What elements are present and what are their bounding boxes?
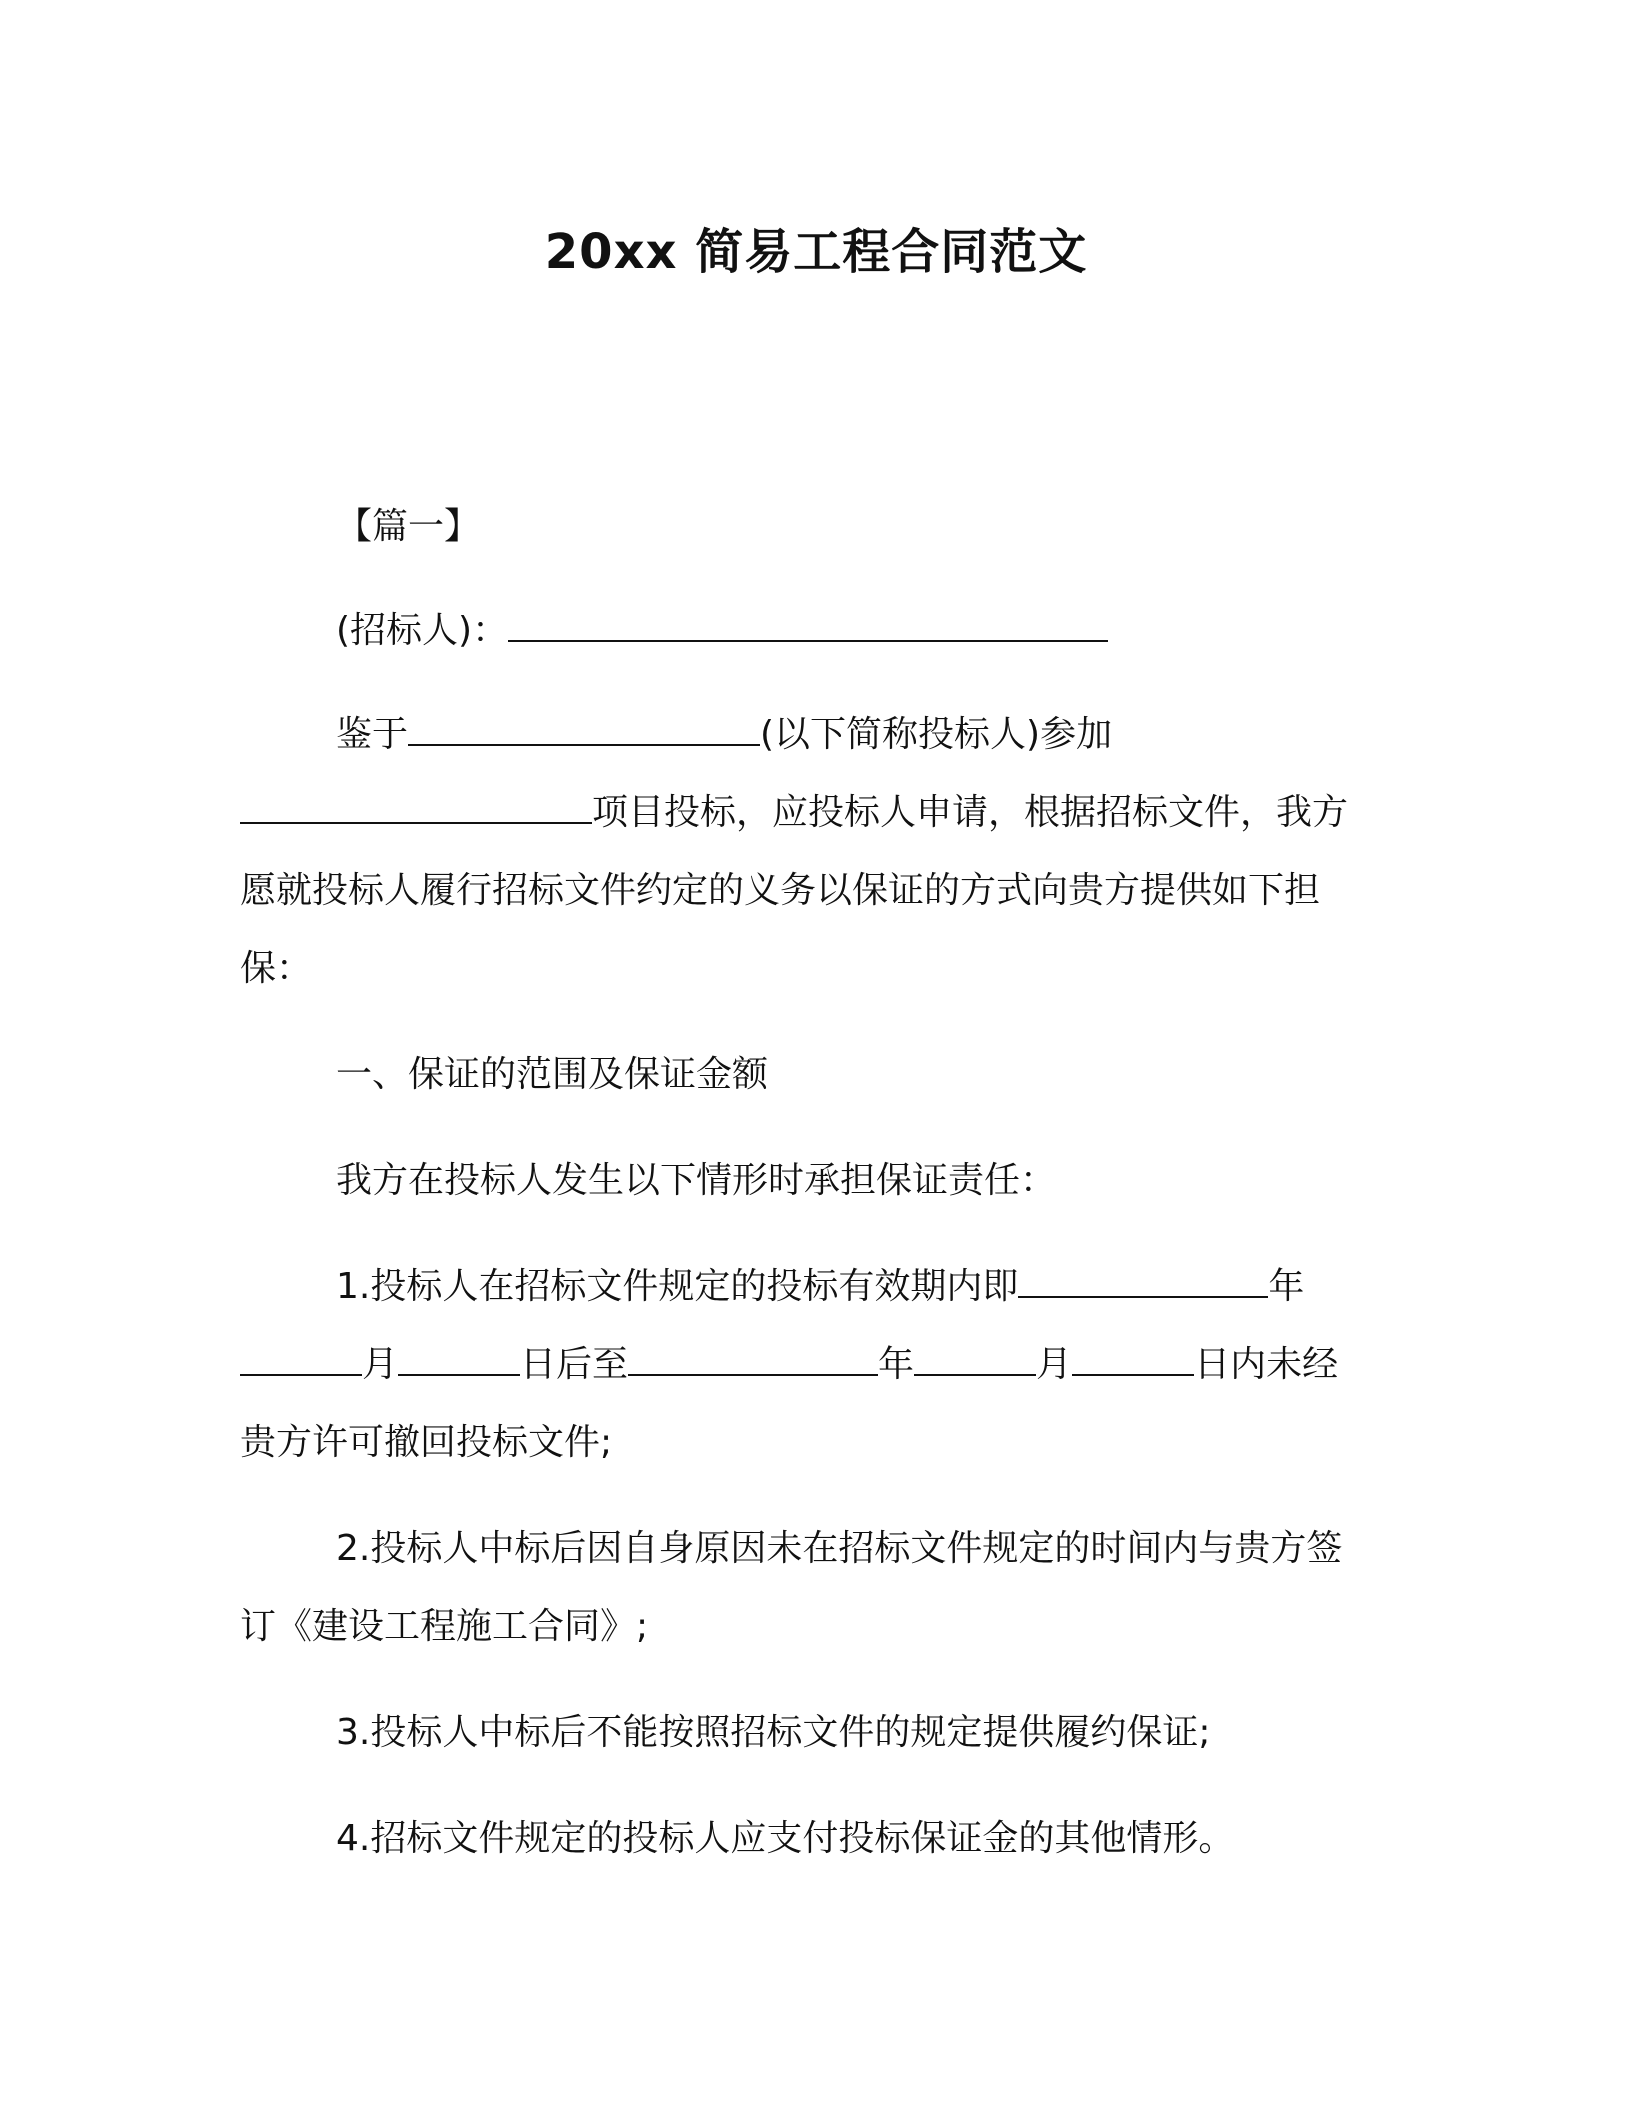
item1-month1: 月 [362,1344,399,1385]
para1-after-blank: (以下简称投标人)参加 [760,714,1113,755]
item1-prefix: 1.投标人在招标文件规定的投标有效期内即 [336,1266,1019,1307]
heading-guarantee-scope: 一、保证的范围及保证金额 [336,1054,769,1095]
tenderer-line [240,592,1392,670]
year2-blank [628,1344,878,1376]
tenderer-blank [508,610,1108,642]
day2-blank [1072,1344,1194,1376]
para1-line4: 保： [240,948,313,989]
tenderer-label: (招标人)： [336,610,509,651]
document-title: 20xx 简易工程合同范文 [544,224,1088,280]
item1-line1 [240,1248,1392,1326]
section-label: 【篇一】 [336,506,481,547]
item1-line3: 贵方许可撤回投标文件; [240,1422,613,1463]
day1-blank [398,1344,520,1376]
para1-line2-text: 项目投标，应投标人申请，根据招标文件，我方 [592,792,1349,833]
project-blank [240,792,592,824]
item2-line1: 2.投标人中标后因自身原因未在招标文件规定的时间内与贵方签 [336,1528,1343,1569]
item1-year2: 年 [878,1344,915,1385]
item4-text: 4.招标文件规定的投标人应支付投标保证金的其他情形。 [336,1818,1235,1859]
month1-blank [240,1344,362,1376]
month2-blank [914,1344,1036,1376]
intro-text: 我方在投标人发生以下情形时承担保证责任： [336,1160,1057,1201]
item1-line2 [240,1326,1392,1404]
item1-year1: 年 [1268,1266,1305,1307]
para1-prefix: 鉴于 [336,714,409,755]
item1-month2: 月 [1036,1344,1073,1385]
year1-blank [1018,1266,1268,1298]
item1-day2-after: 日内未经 [1194,1344,1339,1385]
bidder-blank [408,714,760,746]
document-body [240,488,1392,1878]
para1-line3: 愿就投标人履行招标文件约定的义务以保证的方式向贵方提供如下担 [240,870,1321,911]
item3-text: 3.投标人中标后不能按照招标文件的规定提供履约保证; [336,1712,1211,1753]
item2-line2: 订《建设工程施工合同》; [240,1606,649,1647]
para1-line1 [240,696,1392,774]
item1-day1-after: 日后至 [520,1344,629,1385]
para1-line2 [240,774,1392,852]
